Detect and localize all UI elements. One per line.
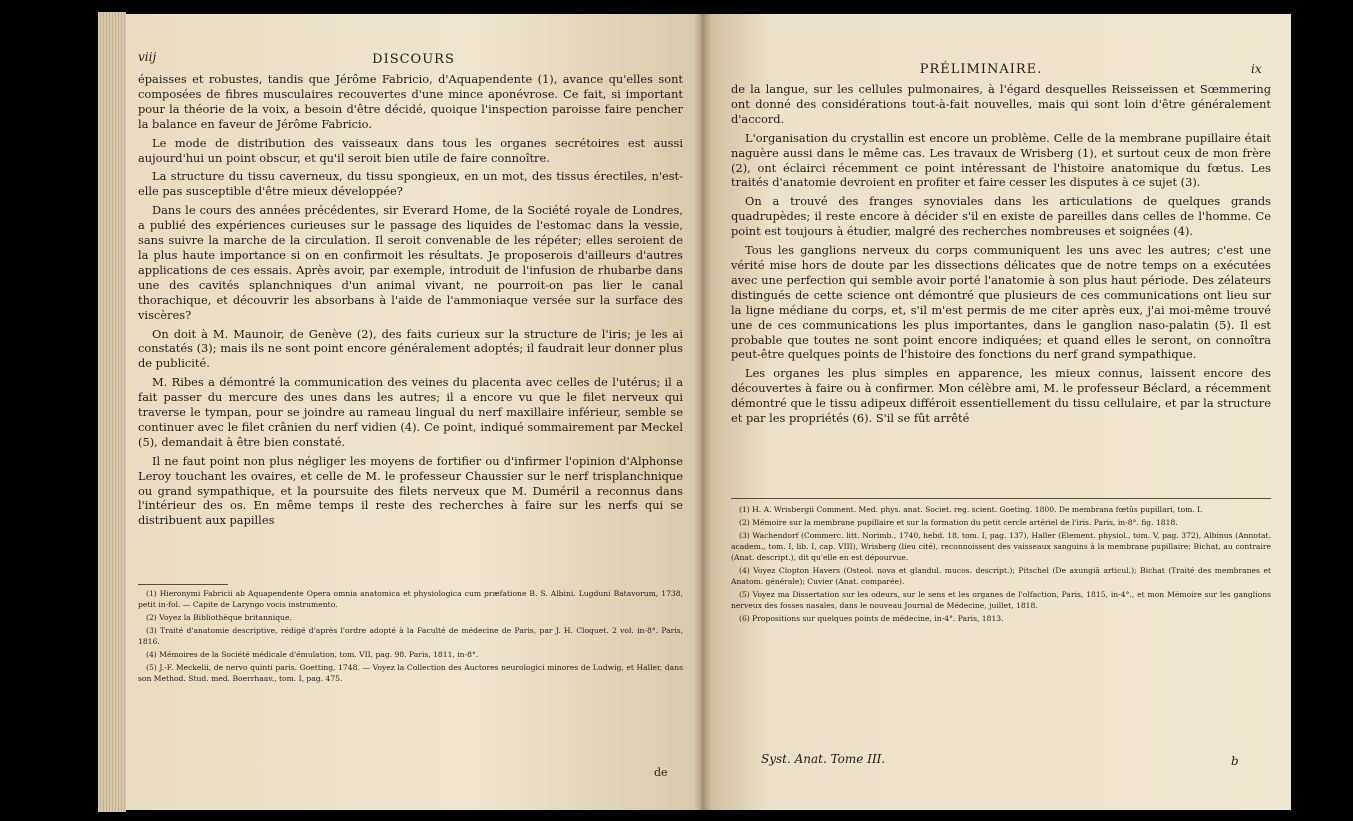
footnote: (6) Propositions sur quelques points de médecine, in-4°. Paris, 1813. bbox=[739, 614, 1004, 624]
right-main-text bbox=[731, 82, 1271, 430]
paragraph: Dans le cours des années précédentes, sir Everard Home, de la Société royale de Londres, a publié des expériences curieuses sur le passage des liquides de l'estomac dans la vessie, sans suivre la marche de la circulation. Il seroit convenable de les répéter; elles seroient de la plus haute importance si on en confirmoit les résultats. Je proposerois d'ailleurs d'autres applications de ces essais. Après avoir, par exemple, introduit de l'infusion de rhubarbe dans une des cavités splanchniques d'un animal vivant, ne pourroit-on pas lier le canal thorachique, et découvrir les absorbans à l'aide de l'ammoniaque versée sur la surface des viscères? bbox=[138, 203, 683, 322]
paragraph: M. Ribes a démontré la communication des veines du placenta avec celles de l'utérus; il a fait passer du mercure des unes dans les autres; il a encore vu que le filet nerveux qui traverse le tympan, pour se joindre au rameau lingual du nerf maxillaire inférieur, semble se continuer avec le filet crânien du nerf vidien (4). Ce point, indiqué sommairement par Meckel (5), demandait à être bien constaté. bbox=[138, 375, 683, 449]
right-running-head: PRÉLIMINAIRE. bbox=[919, 62, 1043, 77]
paragraph: On a trouvé des franges synoviales dans les articulations de quelques grands quadrupèdes; il reste encore à décider s'il en existe de pareilles dans celles de l'homme. Ce point est toujours à étudier, malgré des recherches nombreuses et soignées (4). bbox=[731, 194, 1271, 239]
paragraph: Il ne faut point non plus négliger les moyens de fortifier ou d'infirmer l'opinion d'Alphonse Leroy touchant les ovaires, et celle de M. le professeur Chaussier sur le nerf trisplanchnique ou grand sympathique, et la poursuite des filets nerveux que M. Duméril a reconnus dans l'intérieur des os. En même temps il reste des recherches à faire sur les nerfs qui se distribuent aux papilles bbox=[138, 453, 683, 528]
left-running-head: DISCOURS bbox=[372, 52, 455, 67]
paragraph: L'organisation du crystallin est encore un problème. Celle de la membrane pupillaire était naguère aussi dans le même cas. Les travaux de Wrisberg (1), et surtout ceux de mon frère (2), ont éclairci récemment ce point intéressant de l'histoire anatomique du fœtus. Les traités d'anatomie devroient en profiter et faire cesser les disputes à ce sujet (3). bbox=[731, 130, 1271, 190]
paragraph: Les organes les plus simples en apparence, les mieux connus, laissent encore des découvertes à faire ou à confirmer. Mon célèbre ami, M. le professeur Béclard, a récemment démontré que le tissu adipeux différoit essentiellement du tissu cellulaire, et par la structure et par les propriétés (6). S'il se fût arrêté bbox=[731, 366, 1271, 426]
footnote: (2) Mémoire sur la membrane pupillaire et sur la formation du petit cercle artériel de l'iris. Paris, in-8°. fig. 1818. bbox=[739, 517, 1178, 527]
footnote: (3) Wachendorf (Commerc. litt. Norimb., 1740, hebd. 18, tom. I, pag. 137), Haller (Element. physiol., tom. V, pag. 372), Albinus (Annotat. academ., tom. I, lib. I, cap. VIII), Wrisberg (lieu cité), reconnoissent des vaisseaux sanguins à la membrane pupillaire; Bichat, au contraire (Anat. descript.), dit qu'elle en est dépourvue. bbox=[731, 530, 1271, 563]
page-edges bbox=[98, 12, 126, 812]
left-footnotes bbox=[138, 588, 683, 686]
left-catchword: de bbox=[654, 766, 668, 779]
paragraph: Le mode de distribution des vaisseaux dans tous les organes secrétoires est aussi aujourd'hui un point obscur, et qu'il seroit bien utile de faire connoître. bbox=[138, 135, 683, 165]
footnote: (5) J.-F. Meckelii, de nervo quinti paris. Goetting, 1748. — Voyez la Collection des Auctores neurologici minores de Ludwig, et Haller, dans son Method. Stud. med. Boerrhaav., tom. I, pag. 475. bbox=[138, 662, 683, 684]
footnote: (2) Voyez la Bibliothèque britannique. bbox=[146, 613, 292, 623]
left-main-text bbox=[138, 72, 683, 532]
right-footnote-rule bbox=[731, 498, 1271, 499]
signature-line: Syst. Anat. Tome III. bbox=[761, 752, 886, 766]
left-page bbox=[126, 14, 701, 810]
right-page-number: ix bbox=[1251, 62, 1262, 76]
footnote: (1) Hieronymi Fabricii ab Aquapendente Opera omnia anatomica et physiologica cum præfatione B. S. Albini. Lugduni Batavorum, 1738, petit in-fol. — Capite de Laryngo vocis instrumento. bbox=[138, 589, 683, 610]
right-footnotes bbox=[731, 504, 1271, 626]
paragraph: de la langue, sur les cellules pulmonaires, à l'égard desquelles Reisseissen et Sœmmering ont donné des considérations tout-à-fait nouvelles, mais qui sont loin d'être généralement d'accord. bbox=[731, 82, 1271, 126]
book-gutter bbox=[694, 14, 712, 810]
footnote: (4) Voyez Clopton Havers (Osteol. nova et glandul. mucos. descript.); Pitschel (De axungiâ articul.); Bichat (Traité des membranes et Anatom. générale); Cuvier (Anat. comparée). bbox=[731, 565, 1271, 587]
signature-mark: b bbox=[1231, 754, 1239, 768]
footnote: (4) Mémoires de la Société médicale d'émulation, tom. VII, pag. 98. Paris, 1811, in-8°. bbox=[146, 649, 479, 659]
left-footnote-rule bbox=[138, 584, 228, 585]
right-page bbox=[701, 14, 1291, 810]
footnote: (3) Traité d'anatomie descriptive, rédigé d'après l'ordre adopté à la Faculté de médecine de Paris, par J. H. Cloquet. 2 vol. in-8°. Paris, 1816. bbox=[138, 625, 683, 647]
footnote: (5) Voyez ma Dissertation sur les odeurs, sur le sens et les organes de l'olfaction, Paris, 1815, in-4°., et mon Mémoire sur les ganglions nerveux des fosses nasales, dans le nouveau Journal de Médecine, juillet, 1818. bbox=[731, 590, 1271, 611]
paragraph: Tous les ganglions nerveux du corps communiquent les uns avec les autres; c'est une vérité mise hors de doute par les dissections délicates que de notre temps on a exécutées avec une perfection qui semble avoir porté l'anatomie à son plus haut période. Des zélateurs distingués de cette science ont démontré que plusieurs de ces communications ont lieu sur la ligne médiane du corps, et, s'il m'est permis de me citer après eux, j'ai moi-même trouvé une de ces communications les plus importantes, dans le ganglion naso-palatin (5). Il est probable que toutes ne sont point encore indiquées; et quand elles le seront, on connoîtra peut-être quelques points de l'histoire des fonctions du nerf grand sympathique. bbox=[731, 243, 1271, 362]
open-book bbox=[88, 8, 1298, 813]
footnote: (1) H. A. Wrisbergii Comment. Med. phys. anat. Societ. reg. scient. Goeting. 1800. De membrana fœtûs pupillari, tom. I. bbox=[739, 505, 1203, 514]
paragraph: épaisses et robustes, tandis que Jérôme Fabricio, d'Aquapendente (1), avance qu'elles sont composées de fibres musculaires recouvertes d'une mince aponévrose. Ce fait, si important pour la théorie de la voix, a besoin d'être décidé, quoique l'inspection paroisse faire pencher la balance en faveur de Jérôme Fabricio. bbox=[138, 72, 683, 131]
paragraph: On doit à M. Maunoir, de Genève (2), des faits curieux sur la structure de l'iris; je les ai constatés (3); mais ils ne sont point encore généralement adoptés; il faudrait leur donner plus de publicité. bbox=[138, 326, 683, 371]
paragraph: La structure du tissu caverneux, du tissu spongieux, en un mot, des tissus érectiles, n'est-elle pas susceptible d'être mieux développée? bbox=[138, 169, 683, 199]
left-page-number: viij bbox=[138, 50, 157, 64]
